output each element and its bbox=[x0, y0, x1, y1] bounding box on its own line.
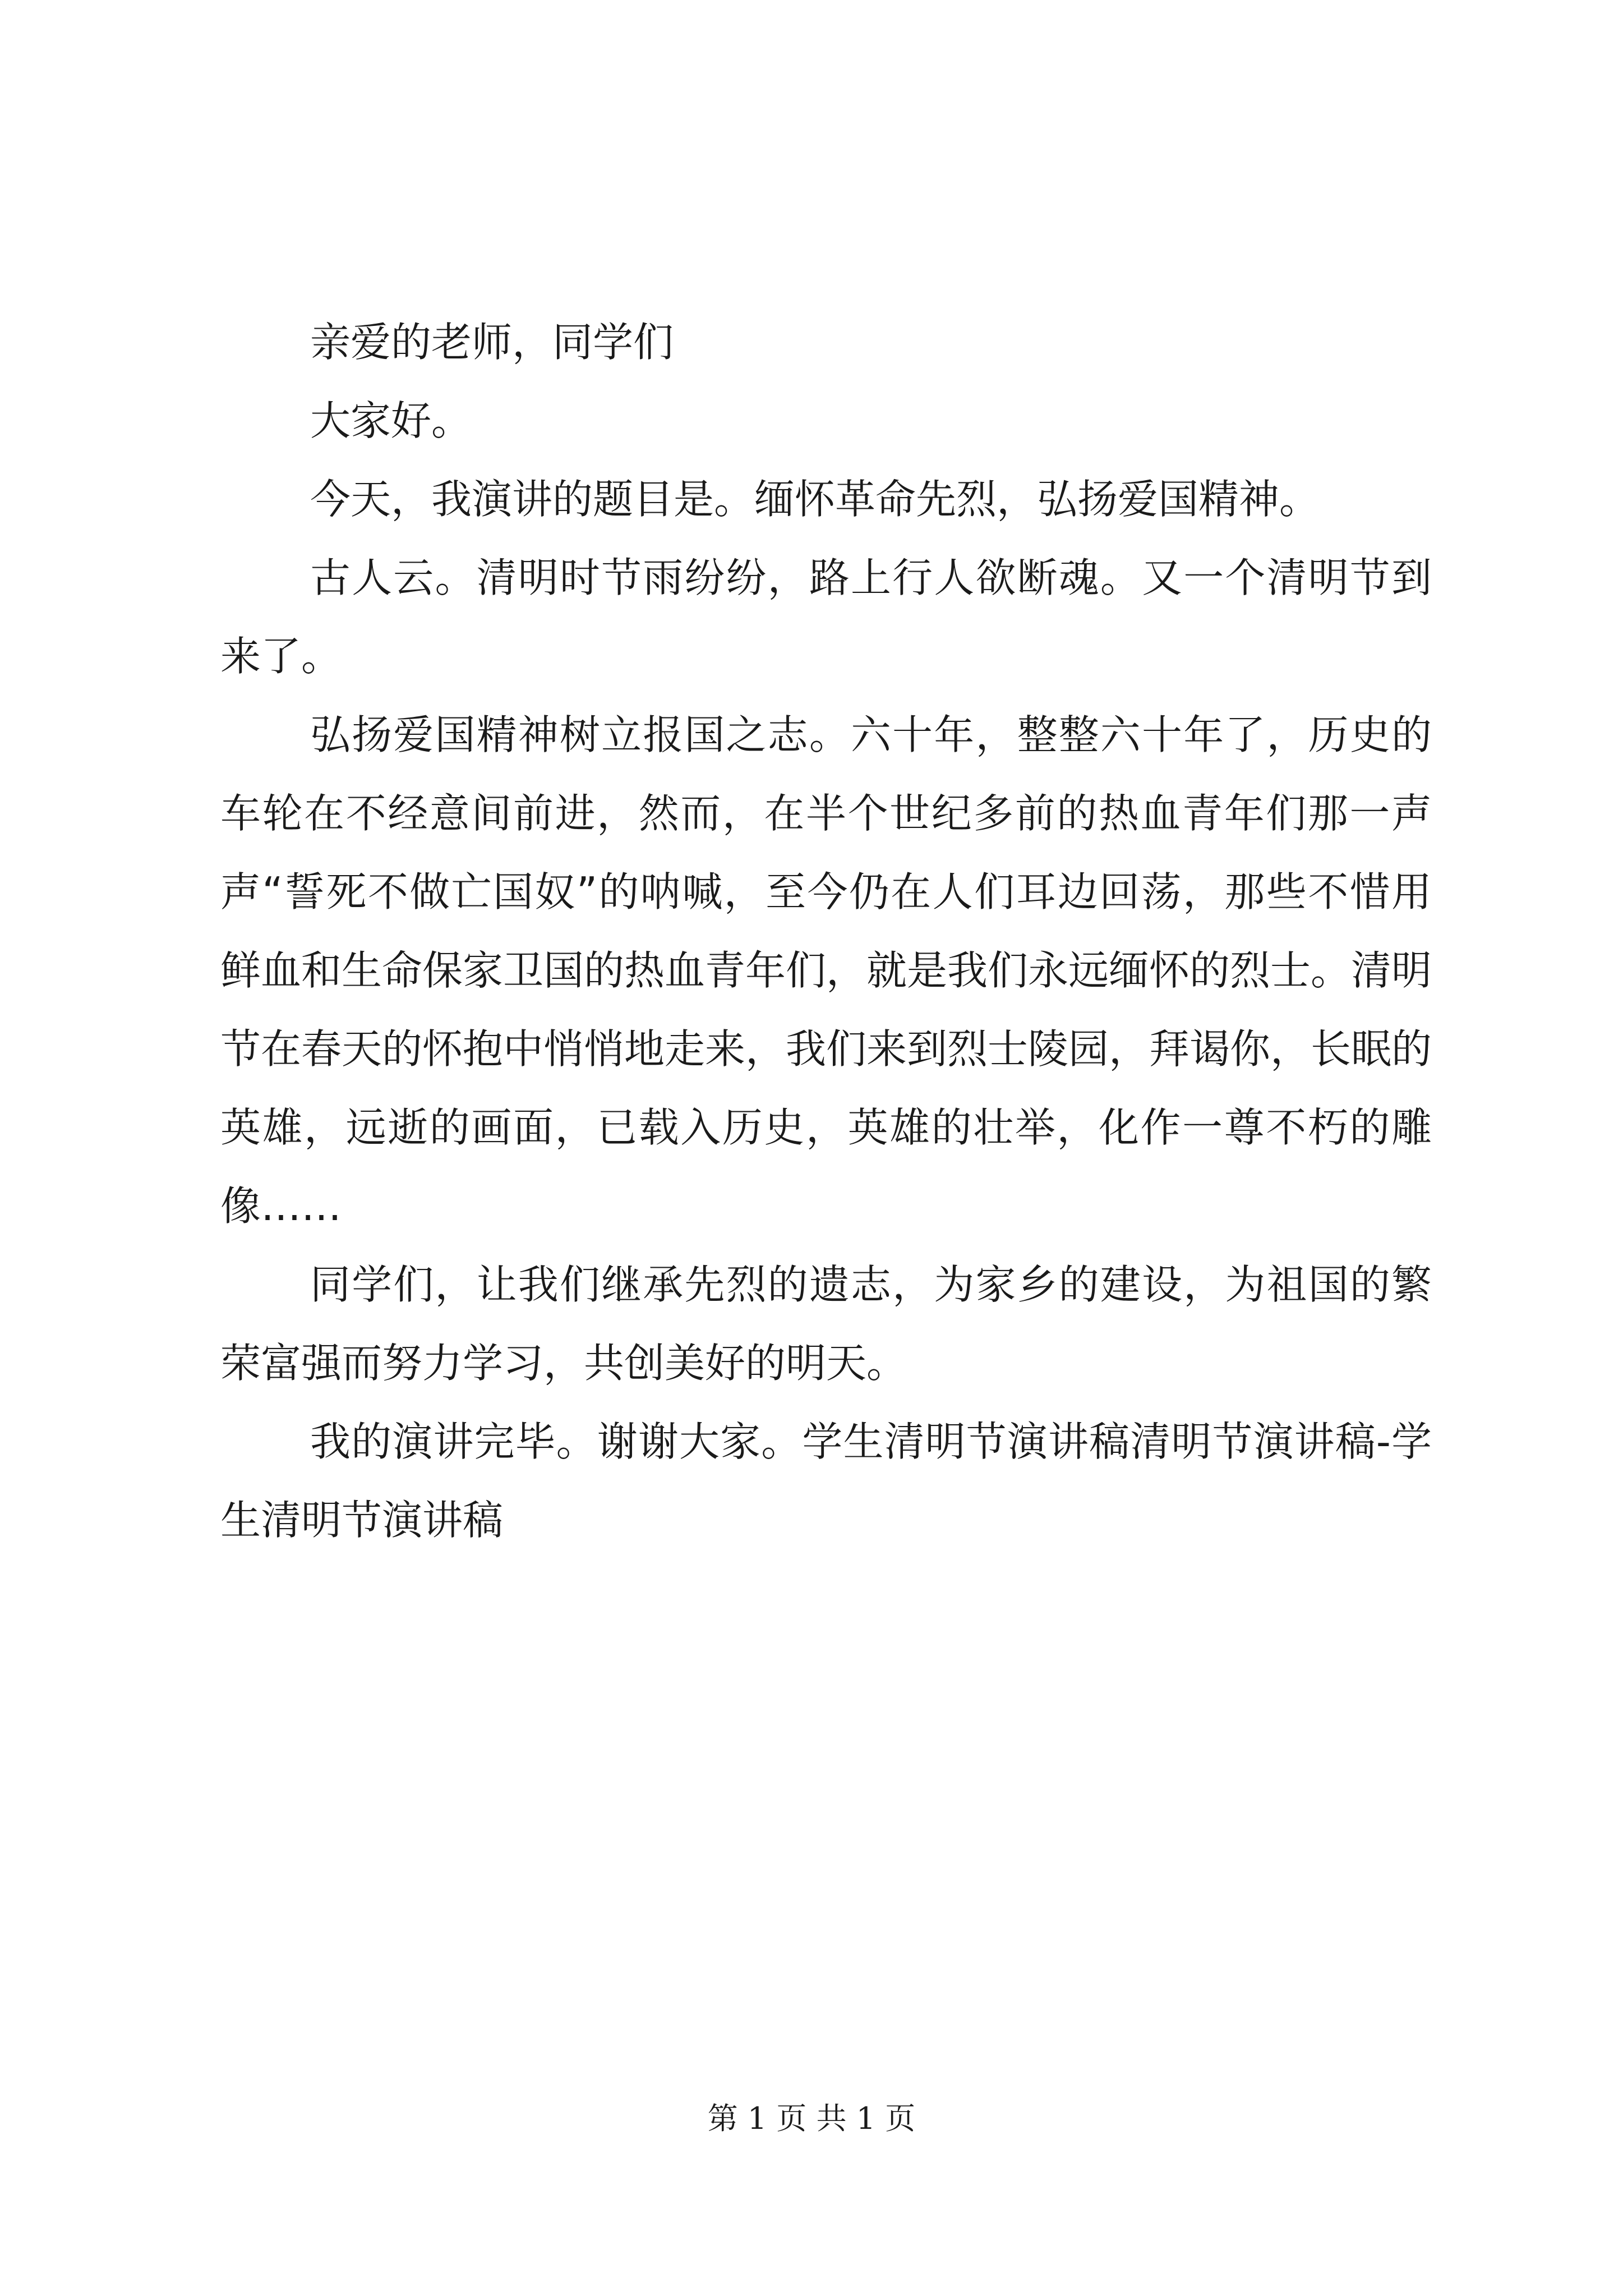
paragraph-quote: 古人云。清明时节雨纷纷，路上行人欲断魂。又一个清明节到来了。 bbox=[220, 554, 1432, 680]
paragraph-salutation: 亲爱的老师，同学们 bbox=[310, 319, 674, 366]
paragraph-main: 弘扬爱国精神树立报国之志。六十年，整整六十年了，历史的车轮在不经意间前进，然而，在半个世纪多前的热血青年们那一声声“誓死不做亡国奴”的呐喊，至今仍在人们耳边回荡，那些不惜用鲜血和生命保家卫国的热血青年们，就是我们永远缅怀的烈士。清明节在春天的怀抱中悄悄地走来，我们来到烈士陵园，拜谒你，长眠的英雄，远逝的画面，已载入历史，英雄的壮举，化作一尊不朽的雕像…… bbox=[220, 711, 1432, 1230]
page-number-footer: 第 1 页 共 1 页 bbox=[707, 2101, 916, 2136]
paragraph-call-to-action: 同学们，让我们继承先烈的遗志，为家乡的建设，为祖国的繁荣富强而努力学习，共创美好的明天。 bbox=[220, 1261, 1432, 1387]
document-body bbox=[220, 303, 1432, 1559]
paragraph-greeting: 大家好。 bbox=[310, 397, 472, 444]
paragraph-topic: 今天，我演讲的题目是。缅怀革命先烈，弘扬爱国精神。 bbox=[310, 476, 1320, 523]
paragraph-closing: 我的演讲完毕。谢谢大家。学生清明节演讲稿清明节演讲稿-学生清明节演讲稿 bbox=[220, 1418, 1432, 1544]
